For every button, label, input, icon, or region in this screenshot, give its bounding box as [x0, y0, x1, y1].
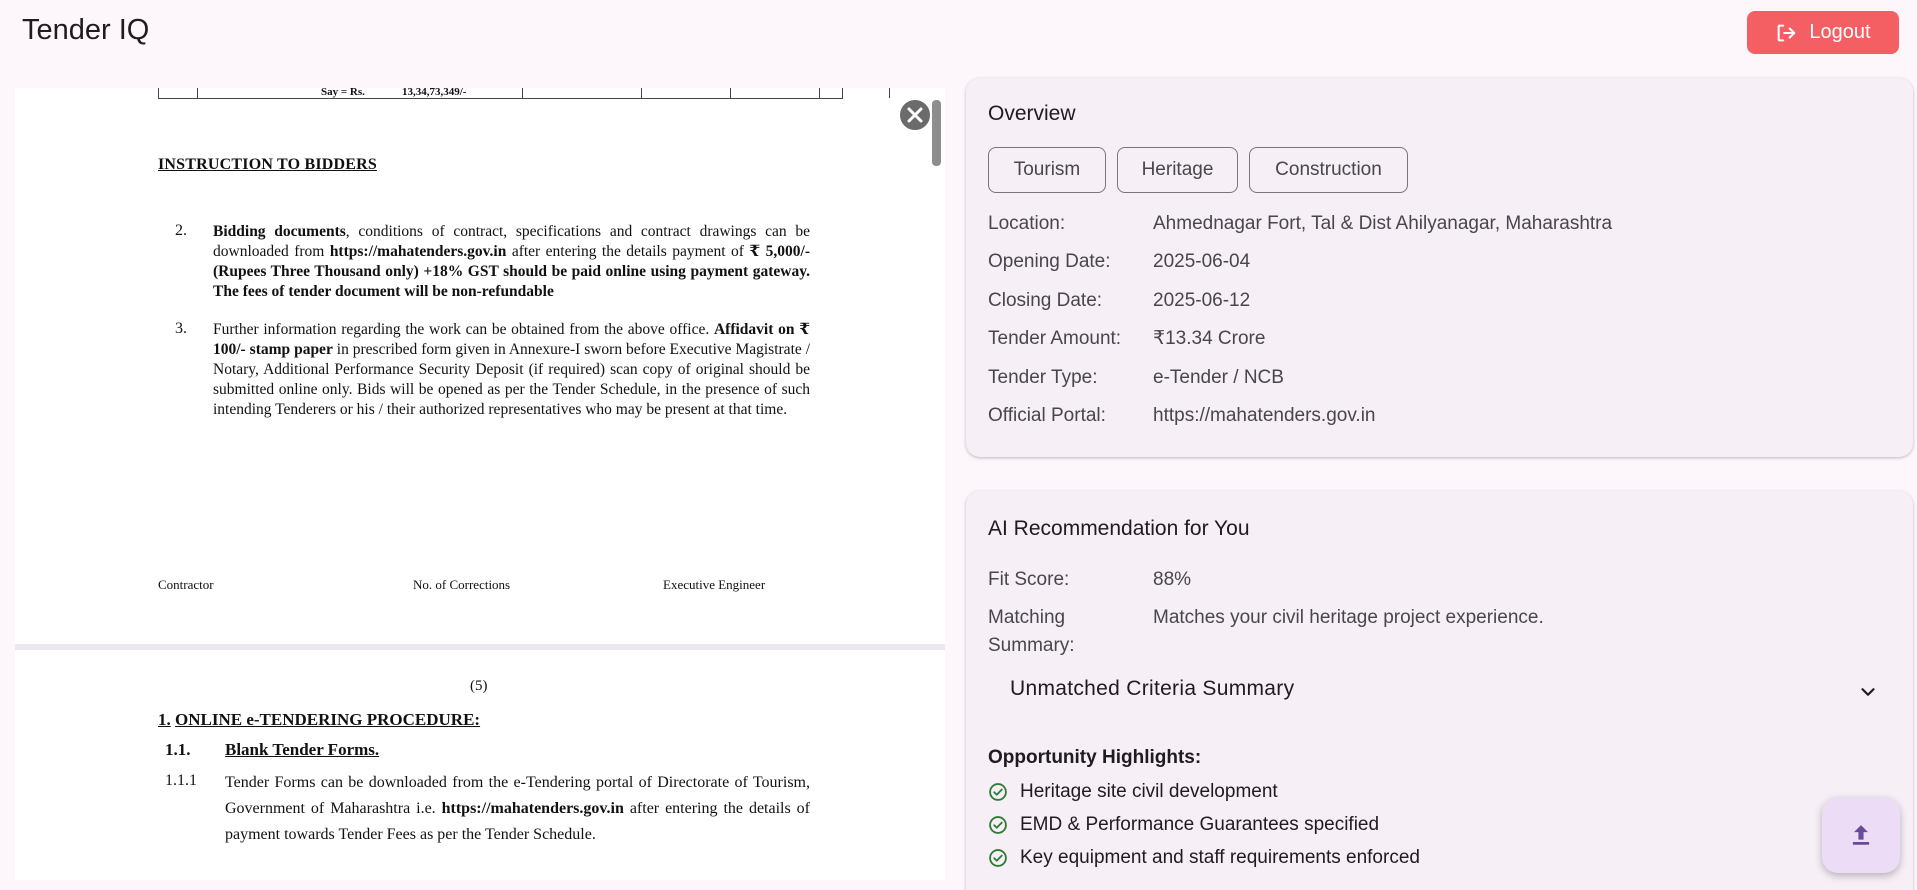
section-heading — [158, 710, 480, 730]
tag-chip[interactable]: Construction — [1249, 147, 1408, 193]
upload-fab-button[interactable] — [1822, 797, 1900, 873]
highlight-item — [988, 847, 1420, 869]
close-icon — [905, 105, 925, 125]
chevron-down-icon — [1857, 681, 1879, 703]
tender-type-label: Tender Type: — [988, 367, 1098, 388]
tender-forms-paragraph — [225, 770, 810, 848]
pdf-page — [15, 650, 945, 880]
info-text-2: in prescribed form given in Annexure-I sworn before Executive Magistrate / Notary, Additional Performance Security Deposit (if required) scan copy of original should be submitted online only. Bids will be opened as per the Tender Schedule, in the presence of such intending Tenderers or his / their authorized representatives who may be present at that time. — [213, 341, 810, 418]
tender-type-value: e-Tender / NCB — [1153, 367, 1284, 388]
bidding-lead: Bidding documents — [213, 223, 346, 240]
tender-amount-value: ₹13.34 Crore — [1153, 328, 1266, 349]
highlights-title: Opportunity Highlights: — [988, 747, 1202, 768]
tag-chip[interactable]: Heritage — [1117, 147, 1238, 193]
para-number: 1.1.1 — [165, 772, 197, 789]
logout-label: Logout — [1809, 21, 1871, 43]
location-label: Location: — [988, 213, 1066, 234]
opening-date-value: 2025-06-04 — [1153, 251, 1251, 272]
item-number: 2. — [175, 222, 187, 239]
logout-button[interactable] — [1747, 11, 1899, 54]
accordion-label: Unmatched Criteria Summary — [1010, 677, 1295, 700]
fit-score-value: 88% — [1153, 569, 1192, 590]
highlight-text: Key equipment and staff requirements enforced — [1020, 847, 1420, 868]
unmatched-criteria-accordion[interactable] — [988, 663, 1891, 719]
overview-title: Overview — [988, 102, 1076, 125]
bidding-text-2: after entering the details payment of — [506, 243, 750, 260]
check-circle-icon — [988, 815, 1008, 835]
sub-heading: Blank Tender Forms. — [225, 740, 380, 759]
close-viewer-button[interactable] — [898, 98, 932, 132]
page-number: (5) — [470, 678, 488, 694]
tender-forms-text: Tender Forms can be downloaded from the e-Tendering portal of Directorate of Tourism, Government of Maharashtra i.e. — [225, 774, 810, 817]
app-title: Tender IQ — [22, 14, 150, 46]
highlight-text: EMD & Performance Guarantees specified — [1020, 814, 1380, 835]
signature-engineer: Executive Engineer — [663, 577, 766, 592]
bidding-url: https://mahatenders.gov.in — [329, 243, 507, 260]
tender-amount-label: Tender Amount: — [988, 328, 1122, 349]
highlight-item — [988, 781, 1278, 803]
closing-date-label: Closing Date: — [988, 290, 1103, 311]
affidavit-text: Affidavit on ₹ 100/- stamp paper — [213, 321, 810, 358]
viewer-scrollbar[interactable] — [932, 100, 941, 166]
overview-card — [966, 78, 1913, 457]
tender-forms-url: https://mahatenders.gov.in — [441, 800, 624, 817]
item-number: 3. — [175, 320, 187, 337]
closing-date-value: 2025-06-12 — [1153, 290, 1251, 311]
logout-icon — [1775, 22, 1797, 44]
summary-value: Matches your civil heritage project experience. — [1153, 607, 1544, 628]
summary-label — [988, 604, 1075, 660]
bidding-text: , conditions of contract, specifications and contract drawings can be downloaded from — [213, 223, 810, 260]
app-header — [0, 0, 1917, 66]
official-portal-label: Official Portal: — [988, 405, 1106, 426]
bidding-paragraph — [213, 222, 810, 302]
summary-label-line: Matching — [988, 607, 1066, 628]
bidding-fee: ₹ 5,000/-(Rupees Three Thousand only) +18% GST should be paid online using payment gateway. The fees of tender document will be non-refundable — [213, 243, 811, 300]
check-circle-icon — [988, 782, 1008, 802]
table-say-value: 13,34,73,349/- — [402, 88, 467, 98]
ai-title: AI Recommendation for You — [988, 517, 1250, 540]
section-title: ONLINE e-TENDERING PROCEDURE: — [175, 710, 481, 729]
document-table — [158, 88, 843, 99]
table-say-label: Say = Rs. — [321, 88, 365, 98]
check-circle-icon — [988, 848, 1008, 868]
location-value: Ahmednagar Fort, Tal & Dist Ahilyanagar, Maharashtra — [1153, 213, 1613, 234]
official-portal-value[interactable]: https://mahatenders.gov.in — [1153, 405, 1376, 426]
tender-forms-text-2: after entering the details of payment towards Tender Fees as per the Tender Schedule. — [225, 800, 810, 843]
signature-contractor: Contractor — [158, 577, 214, 592]
tag-chip[interactable]: Tourism — [988, 147, 1106, 193]
summary-label-line: Summary: — [988, 635, 1075, 656]
instruction-heading: INSTRUCTION TO BIDDERS — [158, 156, 377, 173]
section-number: 1. — [158, 710, 171, 729]
signature-corrections: No. of Corrections — [413, 577, 511, 592]
info-paragraph — [213, 320, 810, 420]
highlight-item — [988, 814, 1379, 836]
sub-number: 1.1. — [165, 740, 191, 759]
opening-date-label: Opening Date: — [988, 251, 1111, 272]
pdf-page — [15, 88, 945, 644]
upload-icon — [1847, 821, 1875, 849]
info-text: Further information regarding the work can be obtained from the above office. — [213, 321, 714, 338]
ai-recommendation-card — [966, 491, 1913, 890]
highlight-text: Heritage site civil development — [1020, 781, 1278, 802]
pdf-viewer[interactable] — [15, 88, 945, 880]
fit-score-label: Fit Score: — [988, 569, 1070, 590]
